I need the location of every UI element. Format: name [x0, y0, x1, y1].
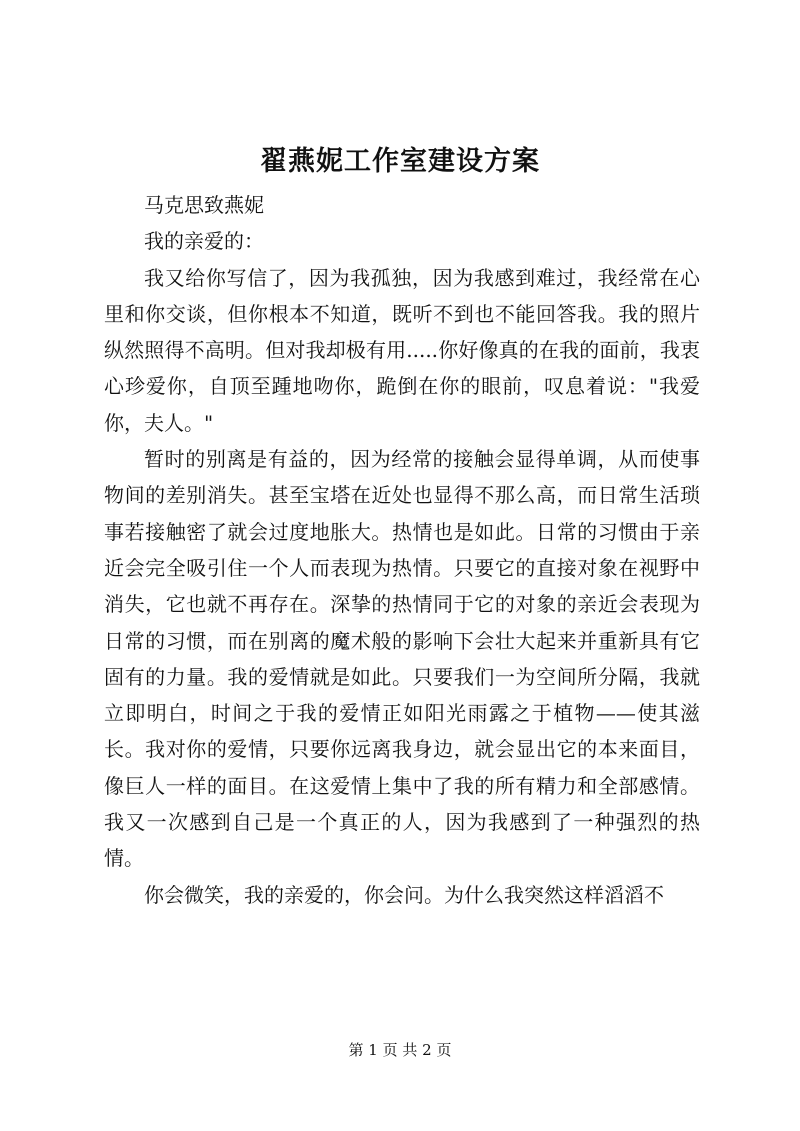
salutation-heading: 马克思致燕妮 [144, 193, 264, 217]
salutation-greeting: 我的亲爱的： [144, 229, 264, 254]
body-paragraph: 你会微笑，我的亲爱的，你会问。为什么我突然这样滔滔不 [144, 882, 664, 907]
body-paragraph: 我又给你写信了，因为我孤独，因为我感到难过，我经常在心里和你交谈，但你根本不知道，既听不到也不能回答我。我的照片纵然照得不高明。但对我却极有用.....你好像真的在我的面前，我衷心珍爱你，自顶至踵地吻你，跪倒在你的眼前，叹息着说："我爱你，夫人。" [104, 265, 700, 435]
body-paragraph: 暂时的别离是有益的，因为经常的接触会显得单调，从而使事物间的差别消失。甚至宝塔在近处也显得不那么高，而日常生活琐事若接触密了就会过度地胀大。热情也是如此。日常的习惯由于亲近会完全吸引住一个人而表现为热情。只要它的直接对象在视野中消失，它也就不再存在。深挚的热情同于它的对象的亲近会表现为日常的习惯，而在别离的魔术般的影响下会壮大起来并重新具有它固有的力量。我的爱情就是如此。只要我们一为空间所分隔，我就立即明白，时间之于我的爱情正如阳光雨露之于植物——使其滋长。我对你的爱情，只要你远离我身边，就会显出它的本来面目，像巨人一样的面目。在这爱情上集中了我的所有精力和全部感情。我又一次感到自己是一个真正的人，因为我感到了一种强烈的热情。 [104, 447, 700, 871]
document-title: 翟燕妮工作室建设方案 [260, 146, 540, 177]
page-number-footer: 第 1 页 共 2 页 [348, 1041, 452, 1059]
document-body [104, 187, 700, 913]
